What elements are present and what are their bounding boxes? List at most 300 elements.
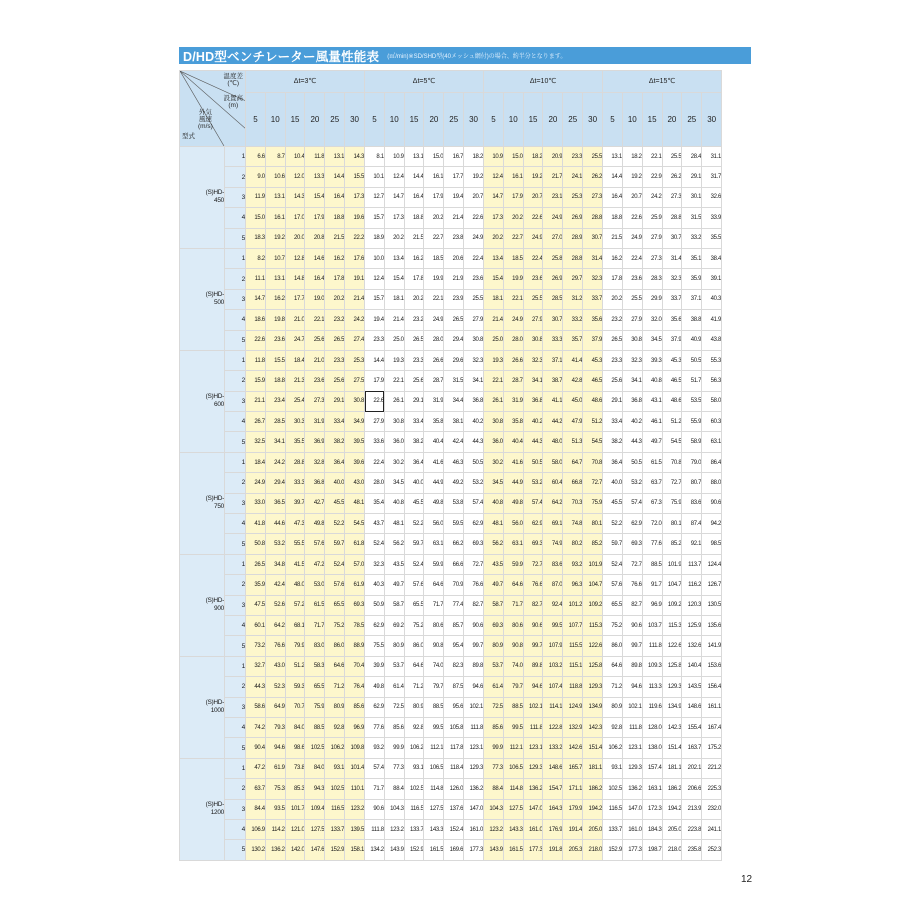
airflow-value-cell: 20.0 — [285, 228, 305, 248]
airflow-value-cell: 20.2 — [484, 228, 504, 248]
airflow-value-cell: 48.0 — [543, 432, 563, 452]
airflow-value-cell: 106.5 — [424, 758, 444, 778]
airflow-value-cell: 80.9 — [325, 697, 345, 717]
airflow-value-cell: 74.8 — [563, 514, 583, 534]
airflow-value-cell: 10.9 — [484, 147, 504, 167]
airflow-value-cell: 63.1 — [702, 432, 722, 452]
airflow-value-cell: 30.7 — [583, 228, 603, 248]
airflow-value-cell: 57.4 — [464, 493, 484, 513]
airflow-value-cell: 132.9 — [563, 717, 583, 737]
table-row — [180, 636, 722, 656]
airflow-value-cell: 133.7 — [404, 819, 424, 839]
airflow-value-cell: 21.4 — [444, 208, 464, 228]
airflow-value-cell: 142.0 — [285, 840, 305, 860]
airflow-value-cell: 205.3 — [563, 840, 583, 860]
airflow-value-cell: 39.9 — [365, 656, 385, 676]
airflow-value-cell: 120.3 — [682, 595, 702, 615]
airflow-value-cell: 59.7 — [404, 534, 424, 554]
airflow-value-cell: 252.3 — [702, 840, 722, 860]
airflow-value-cell: 161.5 — [424, 840, 444, 860]
airflow-value-cell: 125.9 — [682, 615, 702, 635]
airflow-value-cell: 80.2 — [563, 534, 583, 554]
airflow-value-cell: 114.8 — [424, 779, 444, 799]
airflow-value-cell: 32.3 — [583, 269, 603, 289]
airflow-value-cell: 95.6 — [444, 697, 464, 717]
airflow-value-cell: 70.8 — [662, 452, 682, 472]
airflow-value-cell: 127.5 — [503, 799, 523, 819]
airflow-value-cell: 114.1 — [543, 697, 563, 717]
airflow-value-cell: 48.0 — [285, 575, 305, 595]
airflow-value-cell: 80.7 — [682, 473, 702, 493]
airflow-value-cell: 61.5 — [305, 595, 325, 615]
height-header: 5 — [603, 92, 623, 146]
wind-speed-cell: 5 — [225, 432, 246, 452]
airflow-value-cell: 36.0 — [484, 432, 504, 452]
airflow-value-cell: 18.9 — [365, 228, 385, 248]
airflow-value-cell: 77.3 — [384, 758, 404, 778]
airflow-value-cell: 103.7 — [642, 615, 662, 635]
airflow-value-cell: 112.1 — [424, 738, 444, 758]
airflow-value-cell: 15.7 — [365, 208, 385, 228]
airflow-value-cell: 71.2 — [404, 677, 424, 697]
airflow-value-cell: 171.1 — [563, 779, 583, 799]
airflow-value-cell: 155.4 — [682, 717, 702, 737]
airflow-value-cell: 123.2 — [484, 819, 504, 839]
wind-speed-cell: 3 — [225, 187, 246, 207]
airflow-value-cell: 24.9 — [543, 208, 563, 228]
airflow-value-cell: 109.4 — [305, 799, 325, 819]
airflow-value-cell: 21.9 — [444, 269, 464, 289]
airflow-value-cell: 77.6 — [365, 717, 385, 737]
airflow-value-cell: 88.4 — [484, 779, 504, 799]
table-row — [180, 697, 722, 717]
airflow-value-cell: 126.7 — [702, 575, 722, 595]
table-row — [180, 147, 722, 167]
airflow-value-cell: 16.4 — [404, 187, 424, 207]
airflow-value-cell: 148.6 — [543, 758, 563, 778]
airflow-value-cell: 75.2 — [603, 615, 623, 635]
airflow-value-cell: 84.0 — [285, 717, 305, 737]
airflow-value-cell: 143.3 — [503, 819, 523, 839]
airflow-value-cell: 28.0 — [424, 330, 444, 350]
airflow-value-cell: 79.7 — [424, 677, 444, 697]
airflow-value-cell: 57.6 — [404, 575, 424, 595]
airflow-value-cell: 49.8 — [305, 514, 325, 534]
airflow-value-cell: 93.2 — [365, 738, 385, 758]
airflow-value-cell: 46.1 — [642, 412, 662, 432]
airflow-value-cell: 50.9 — [365, 595, 385, 615]
airflow-value-cell: 76.6 — [523, 575, 543, 595]
airflow-value-cell: 20.7 — [523, 187, 543, 207]
airflow-value-cell: 33.4 — [404, 412, 424, 432]
airflow-value-cell: 26.5 — [603, 330, 623, 350]
airflow-value-cell: 29.1 — [325, 391, 345, 411]
airflow-value-cell: 40.8 — [384, 493, 404, 513]
table-row — [180, 779, 722, 799]
wind-speed-cell: 3 — [225, 595, 246, 615]
airflow-value-cell: 85.2 — [662, 534, 682, 554]
airflow-value-cell: 85.3 — [285, 779, 305, 799]
airflow-value-cell: 179.9 — [563, 799, 583, 819]
airflow-value-cell: 48.1 — [484, 514, 504, 534]
airflow-value-cell: 15.4 — [484, 269, 504, 289]
airflow-value-cell: 20.2 — [603, 289, 623, 309]
airflow-value-cell: 139.5 — [345, 819, 365, 839]
airflow-value-cell: 48.6 — [583, 391, 603, 411]
airflow-value-cell: 14.4 — [325, 167, 345, 187]
height-header: 20 — [305, 92, 325, 146]
airflow-value-cell: 102.5 — [305, 738, 325, 758]
airflow-value-cell: 19.4 — [444, 187, 464, 207]
airflow-value-cell: 41.1 — [543, 391, 563, 411]
airflow-value-cell: 24.9 — [523, 228, 543, 248]
airflow-value-cell: 111.8 — [365, 819, 385, 839]
airflow-value-cell: 30.3 — [285, 412, 305, 432]
airflow-value-cell: 62.9 — [365, 615, 385, 635]
airflow-value-cell: 15.7 — [365, 289, 385, 309]
airflow-value-cell: 62.9 — [365, 697, 385, 717]
airflow-value-cell: 39.5 — [345, 432, 365, 452]
airflow-value-cell: 23.6 — [265, 330, 285, 350]
airflow-value-cell: 23.2 — [325, 310, 345, 330]
airflow-value-cell: 48.1 — [345, 493, 365, 513]
airflow-value-cell: 106.2 — [325, 738, 345, 758]
airflow-value-cell: 90.6 — [365, 799, 385, 819]
airflow-value-cell: 61.8 — [345, 534, 365, 554]
table-row — [180, 493, 722, 513]
table-row — [180, 167, 722, 187]
airflow-value-cell: 10.9 — [384, 147, 404, 167]
airflow-value-cell: 69.3 — [622, 534, 642, 554]
airflow-value-cell: 31.4 — [583, 248, 603, 268]
airflow-value-cell: 25.3 — [563, 187, 583, 207]
airflow-value-cell: 44.9 — [503, 473, 523, 493]
airflow-value-cell: 73.8 — [285, 758, 305, 778]
table-row — [180, 840, 722, 860]
airflow-value-cell: 30.8 — [484, 412, 504, 432]
dt-group-header: Δt=10℃ — [484, 71, 603, 93]
airflow-value-cell: 129.3 — [662, 677, 682, 697]
airflow-value-cell: 19.1 — [345, 269, 365, 289]
airflow-value-cell: 56.3 — [702, 371, 722, 391]
airflow-value-cell: 54.5 — [662, 432, 682, 452]
airflow-value-cell: 36.8 — [464, 391, 484, 411]
airflow-value-cell: 17.3 — [384, 208, 404, 228]
airflow-value-cell: 76.6 — [622, 575, 642, 595]
height-header: 15 — [523, 92, 543, 146]
airflow-value-cell: 232.0 — [702, 799, 722, 819]
airflow-value-cell: 99.7 — [523, 636, 543, 656]
airflow-value-cell: 21.5 — [404, 228, 424, 248]
airflow-value-cell: 25.5 — [523, 289, 543, 309]
airflow-value-cell: 23.3 — [404, 350, 424, 370]
airflow-value-cell: 62.9 — [464, 514, 484, 534]
airflow-value-cell: 72.0 — [642, 514, 662, 534]
airflow-value-cell: 31.2 — [563, 289, 583, 309]
airflow-value-cell: 53.2 — [265, 534, 285, 554]
airflow-value-cell: 36.8 — [523, 391, 543, 411]
airflow-value-cell: 43.0 — [345, 473, 365, 493]
airflow-value-cell: 37.9 — [662, 330, 682, 350]
airflow-value-cell: 134.2 — [365, 840, 385, 860]
height-header: 25 — [444, 92, 464, 146]
airflow-value-cell: 46.3 — [444, 452, 464, 472]
airflow-value-cell: 52.2 — [603, 514, 623, 534]
airflow-value-cell: 42.4 — [265, 575, 285, 595]
airflow-value-cell: 13.4 — [484, 248, 504, 268]
height-header: 5 — [246, 92, 266, 146]
wind-speed-cell: 5 — [225, 534, 246, 554]
airflow-value-cell: 17.9 — [503, 187, 523, 207]
wind-speed-cell: 3 — [225, 493, 246, 513]
airflow-value-cell: 30.1 — [682, 187, 702, 207]
airflow-value-cell: 111.8 — [523, 717, 543, 737]
airflow-value-cell: 9.0 — [246, 167, 266, 187]
airflow-value-cell: 20.2 — [404, 289, 424, 309]
airflow-value-cell: 73.2 — [246, 636, 266, 656]
airflow-value-cell: 76.6 — [265, 636, 285, 656]
airflow-value-cell: 28.8 — [583, 208, 603, 228]
airflow-value-cell: 55.9 — [682, 412, 702, 432]
airflow-value-cell: 49.8 — [424, 493, 444, 513]
airflow-value-cell: 142.3 — [662, 717, 682, 737]
airflow-value-cell: 14.4 — [365, 350, 385, 370]
wind-speed-cell: 1 — [225, 452, 246, 472]
airflow-value-cell: 24.7 — [285, 330, 305, 350]
airflow-value-cell: 158.1 — [345, 840, 365, 860]
airflow-value-cell: 151.4 — [583, 738, 603, 758]
airflow-value-cell: 45.5 — [404, 493, 424, 513]
airflow-value-cell: 147.0 — [464, 799, 484, 819]
airflow-value-cell: 40.2 — [523, 412, 543, 432]
airflow-value-cell: 53.0 — [305, 575, 325, 595]
airflow-value-cell: 34.5 — [484, 473, 504, 493]
wind-speed-cell: 5 — [225, 738, 246, 758]
table-row — [180, 473, 722, 493]
airflow-value-cell: 50.5 — [622, 452, 642, 472]
airflow-value-cell: 16.1 — [503, 167, 523, 187]
airflow-value-cell: 14.7 — [384, 187, 404, 207]
airflow-value-cell: 125.8 — [662, 656, 682, 676]
airflow-value-cell: 21.7 — [543, 167, 563, 187]
airflow-value-cell: 241.1 — [702, 819, 722, 839]
airflow-value-cell: 20.2 — [503, 208, 523, 228]
airflow-value-cell: 65.5 — [603, 595, 623, 615]
airflow-value-cell: 44.3 — [523, 432, 543, 452]
airflow-value-cell: 27.5 — [345, 371, 365, 391]
airflow-value-cell: 28.0 — [365, 473, 385, 493]
airflow-value-cell: 22.6 — [523, 208, 543, 228]
airflow-value-cell: 71.2 — [325, 677, 345, 697]
airflow-value-cell: 13.4 — [384, 248, 404, 268]
wind-speed-cell: 5 — [225, 840, 246, 860]
airflow-value-cell: 33.3 — [285, 473, 305, 493]
airflow-value-cell: 75.9 — [583, 493, 603, 513]
corner-wind-label: 外気 風速 (m/s) — [198, 109, 213, 130]
airflow-value-cell: 18.8 — [603, 208, 623, 228]
airflow-value-cell: 45.5 — [325, 493, 345, 513]
airflow-value-cell: 129.3 — [523, 758, 543, 778]
airflow-value-cell: 44.3 — [464, 432, 484, 452]
airflow-value-cell: 102.5 — [603, 779, 623, 799]
airflow-value-cell: 198.7 — [642, 840, 662, 860]
airflow-value-cell: 17.3 — [345, 187, 365, 207]
table-row — [180, 799, 722, 819]
airflow-value-cell: 25.5 — [583, 147, 603, 167]
model-name-cell: (S)HD- 500 — [180, 248, 225, 350]
airflow-value-cell: 87.0 — [543, 575, 563, 595]
table-row — [180, 187, 722, 207]
airflow-value-cell: 75.5 — [365, 636, 385, 656]
airflow-value-cell: 153.6 — [702, 656, 722, 676]
airflow-value-cell: 84.4 — [246, 799, 266, 819]
airflow-value-cell: 27.3 — [642, 248, 662, 268]
airflow-value-cell: 15.0 — [503, 147, 523, 167]
airflow-value-cell: 136.2 — [523, 779, 543, 799]
table-title: D/HD型ベンチレーター風量性能表 — [183, 49, 380, 64]
airflow-value-cell: 72.5 — [384, 697, 404, 717]
wind-speed-cell: 5 — [225, 636, 246, 656]
airflow-value-cell: 42.4 — [444, 432, 464, 452]
airflow-value-cell: 12.0 — [285, 167, 305, 187]
airflow-value-cell: 135.6 — [702, 615, 722, 635]
airflow-value-cell: 43.5 — [484, 554, 504, 574]
airflow-value-cell: 40.4 — [503, 432, 523, 452]
airflow-value-cell: 94.3 — [305, 779, 325, 799]
airflow-value-cell: 79.7 — [503, 677, 523, 697]
airflow-value-cell: 25.5 — [622, 289, 642, 309]
airflow-value-cell: 90.4 — [246, 738, 266, 758]
model-name-cell: (S)HD- 900 — [180, 554, 225, 656]
airflow-value-cell: 23.8 — [444, 228, 464, 248]
airflow-value-cell: 152.9 — [325, 840, 345, 860]
wind-speed-cell: 4 — [225, 717, 246, 737]
wind-speed-cell: 1 — [225, 656, 246, 676]
airflow-value-cell: 53.2 — [464, 473, 484, 493]
airflow-value-cell: 79.9 — [285, 636, 305, 656]
airflow-value-cell: 49.2 — [444, 473, 464, 493]
wind-speed-cell: 1 — [225, 554, 246, 574]
airflow-value-cell: 60.4 — [543, 473, 563, 493]
airflow-value-cell: 39.7 — [285, 493, 305, 513]
airflow-value-cell: 30.7 — [662, 228, 682, 248]
airflow-value-cell: 107.9 — [543, 636, 563, 656]
airflow-value-cell: 161.0 — [622, 819, 642, 839]
airflow-value-cell: 22.6 — [246, 330, 266, 350]
airflow-value-cell: 44.2 — [543, 412, 563, 432]
airflow-value-cell: 80.1 — [583, 514, 603, 534]
airflow-value-cell: 106.9 — [246, 819, 266, 839]
airflow-value-cell: 28.8 — [662, 208, 682, 228]
airflow-value-cell: 38.2 — [603, 432, 623, 452]
airflow-value-cell: 18.4 — [285, 350, 305, 370]
airflow-value-cell: 90.6 — [702, 493, 722, 513]
airflow-value-cell: 61.5 — [642, 452, 662, 472]
airflow-value-cell: 154.7 — [543, 779, 563, 799]
table-row — [180, 310, 722, 330]
airflow-value-cell: 32.8 — [305, 452, 325, 472]
airflow-value-cell: 29.6 — [444, 350, 464, 370]
airflow-value-cell: 88.5 — [503, 697, 523, 717]
airflow-value-cell: 62.9 — [523, 514, 543, 534]
height-header: 15 — [642, 92, 662, 146]
airflow-value-cell: 15.5 — [265, 350, 285, 370]
airflow-value-cell: 34.1 — [265, 432, 285, 452]
airflow-value-cell: 116.2 — [682, 575, 702, 595]
airflow-value-cell: 35.6 — [662, 310, 682, 330]
airflow-value-cell: 32.3 — [523, 350, 543, 370]
airflow-value-cell: 21.1 — [246, 391, 266, 411]
airflow-value-cell: 19.4 — [365, 310, 385, 330]
table-row — [180, 758, 722, 778]
airflow-value-cell: 20.2 — [325, 289, 345, 309]
airflow-value-cell: 69.3 — [464, 534, 484, 554]
airflow-value-cell: 22.1 — [484, 371, 504, 391]
airflow-value-cell: 99.9 — [384, 738, 404, 758]
airflow-value-cell: 66.8 — [563, 473, 583, 493]
airflow-value-cell: 25.6 — [305, 330, 325, 350]
airflow-value-cell: 133.7 — [603, 819, 623, 839]
airflow-value-cell: 76.4 — [345, 677, 365, 697]
airflow-value-cell: 33.7 — [583, 289, 603, 309]
table-row — [180, 554, 722, 574]
airflow-value-cell: 6.6 — [246, 147, 266, 167]
airflow-value-cell: 33.9 — [702, 208, 722, 228]
airflow-value-cell: 72.7 — [464, 554, 484, 574]
airflow-value-cell: 16.1 — [424, 167, 444, 187]
airflow-value-cell: 77.4 — [444, 595, 464, 615]
airflow-value-cell: 18.8 — [325, 208, 345, 228]
airflow-value-cell: 29.9 — [642, 289, 662, 309]
table-note: (㎥/min)※SD/SHD型(40メッシュ網付)の場合、約半分となります。 — [387, 54, 567, 60]
airflow-value-cell: 31.4 — [662, 248, 682, 268]
airflow-value-cell: 40.2 — [622, 412, 642, 432]
airflow-value-cell: 59.3 — [285, 677, 305, 697]
airflow-value-cell: 48.1 — [384, 514, 404, 534]
airflow-value-cell: 88.0 — [702, 473, 722, 493]
airflow-value-cell: 72.5 — [484, 697, 504, 717]
airflow-value-cell: 124.9 — [563, 697, 583, 717]
table-title-bar — [179, 47, 751, 64]
table-row — [180, 269, 722, 289]
airflow-value-cell: 23.1 — [543, 187, 563, 207]
airflow-value-cell: 53.8 — [444, 493, 464, 513]
airflow-value-cell: 18.2 — [622, 147, 642, 167]
airflow-value-cell: 69.3 — [484, 615, 504, 635]
table-row — [180, 677, 722, 697]
airflow-value-cell: 54.5 — [583, 432, 603, 452]
airflow-value-cell: 26.1 — [484, 391, 504, 411]
airflow-value-cell: 14.3 — [285, 187, 305, 207]
table-corner-header — [180, 71, 246, 147]
wind-speed-cell: 3 — [225, 289, 246, 309]
airflow-value-cell: 23.6 — [523, 269, 543, 289]
airflow-value-cell: 77.6 — [642, 534, 662, 554]
airflow-value-cell: 49.8 — [365, 677, 385, 697]
airflow-value-cell: 37.1 — [682, 289, 702, 309]
airflow-value-cell: 80.6 — [503, 615, 523, 635]
airflow-value-cell: 21.0 — [305, 350, 325, 370]
model-name-cell: (S)HD- 450 — [180, 147, 225, 249]
airflow-value-cell: 18.2 — [464, 147, 484, 167]
airflow-value-cell: 78.5 — [345, 615, 365, 635]
airflow-value-cell: 133.2 — [543, 738, 563, 758]
airflow-value-cell: 21.5 — [325, 228, 345, 248]
airflow-value-cell: 13.3 — [305, 167, 325, 187]
height-header: 20 — [543, 92, 563, 146]
airflow-value-cell: 12.8 — [285, 248, 305, 268]
table-row — [180, 595, 722, 615]
